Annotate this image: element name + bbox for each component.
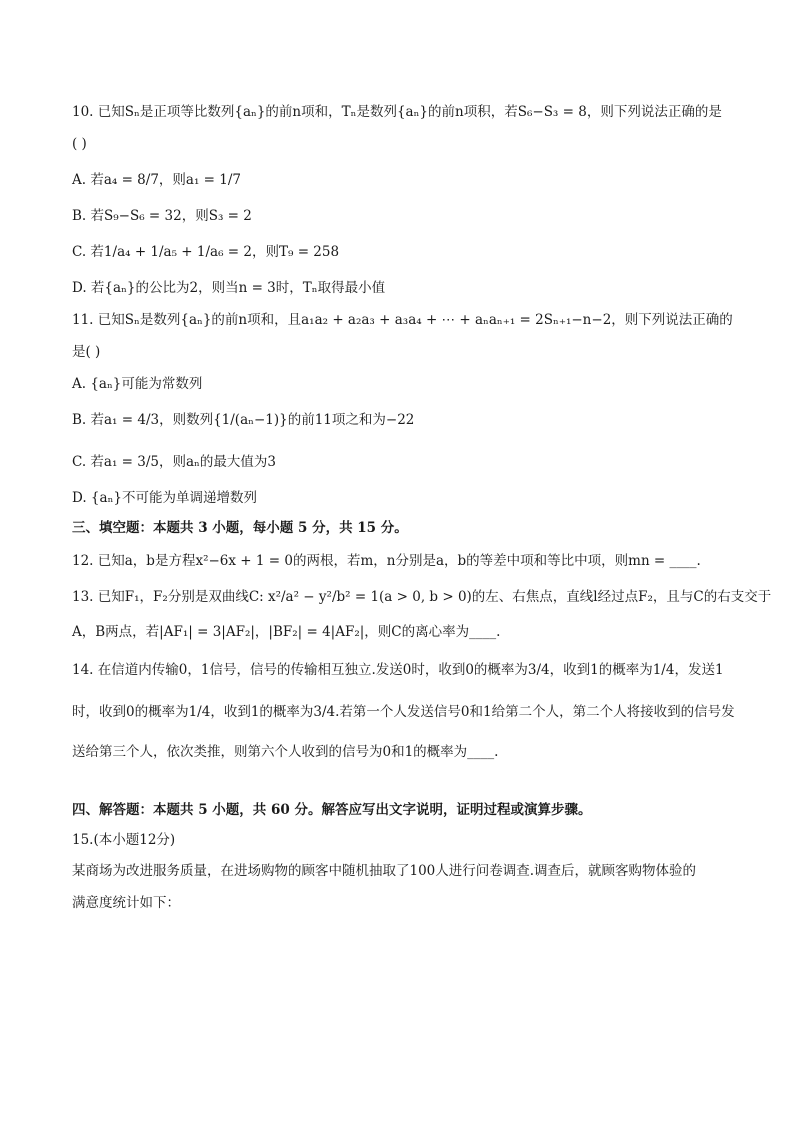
q11-bracket: 是( ) (72, 344, 101, 360)
section-4-heading: 四、解答题：本题共 5 小题，共 60 分。解答应写出文字说明，证明过程或演算步骤。 (72, 802, 592, 818)
q15-stem-2: 满意度统计如下： (72, 895, 180, 911)
q11-stem: 11. 已知Sₙ是数列{aₙ}的前n项和，且a₁a₂ + a₂a₃ + a₃a₄ + ⋯ + aₙaₙ₊₁ = 2Sₙ₊₁−n−2，则下列说法正确的 (72, 312, 733, 328)
q10-option-d: D. 若{aₙ}的公比为2，则当n = 3时，Tₙ取得最小值 (72, 280, 386, 296)
q12-stem: 12. 已知a，b是方程x²−6x + 1 = 0的两根，若m，n分别是a，b的等差中项和等比中项，则mn = ____. (72, 553, 701, 569)
q13-stem-2: A，B两点，若|AF₁| = 3|AF₂|，|BF₂| = 4|AF₂|，则C的离心率为____. (72, 624, 501, 640)
q10-option-a: A. 若a₄ = 8/7，则a₁ = 1/7 (72, 172, 241, 188)
q15-title: 15.(本小题12分) (72, 832, 176, 848)
q11-option-a: A. {aₙ}可能为常数列 (72, 376, 203, 392)
q10-option-b: B. 若S₉−S₆ = 32，则S₃ = 2 (72, 208, 252, 224)
q10-stem: 10. 已知Sₙ是正项等比数列{aₙ}的前n项和，Tₙ是数列{aₙ}的前n项积，若S₆−S₃ = 8，则下列说法正确的是 (72, 104, 722, 120)
q14-stem-2: 时，收到0的概率为1/4，收到1的概率为3/4.若第一个人发送信号0和1给第二个人，第二个人将接收到的信号发 (72, 704, 735, 720)
q11-option-d: D. {aₙ}不可能为单调递增数列 (72, 490, 257, 506)
q10-option-c: C. 若1/a₄ + 1/a₅ + 1/a₆ = 2，则T₉ = 258 (72, 244, 340, 260)
q14-stem-1: 14. 在信道内传输0，1信号，信号的传输相互独立.发送0时，收到0的概率为3/4，收到1的概率为1/4，发送1 (72, 662, 724, 678)
section-3-heading: 三、填空题：本题共 3 小题，每小题 5 分，共 15 分。 (72, 520, 408, 536)
q11-option-c: C. 若a₁ = 3/5，则aₙ的最大值为3 (72, 454, 276, 470)
q11-option-b: B. 若a₁ = 4/3，则数列{1/(aₙ−1)}的前11项之和为−22 (72, 412, 415, 428)
q15-stem-1: 某商场为改进服务质量，在进场购物的顾客中随机抽取了100人进行问卷调查.调查后，就顾客购物体验的 (72, 863, 697, 879)
q14-stem-3: 送给第三个人，依次类推，则第六个人收到的信号为0和1的概率为____. (72, 744, 499, 760)
q13-stem-1: 13. 已知F₁，F₂分别是双曲线C: x²/a² − y²/b² = 1(a > 0, b > 0)的左、右焦点，直线l经过点F₂，且与C的右支交于 (72, 589, 772, 605)
q10-bracket: ( ) (72, 136, 87, 152)
